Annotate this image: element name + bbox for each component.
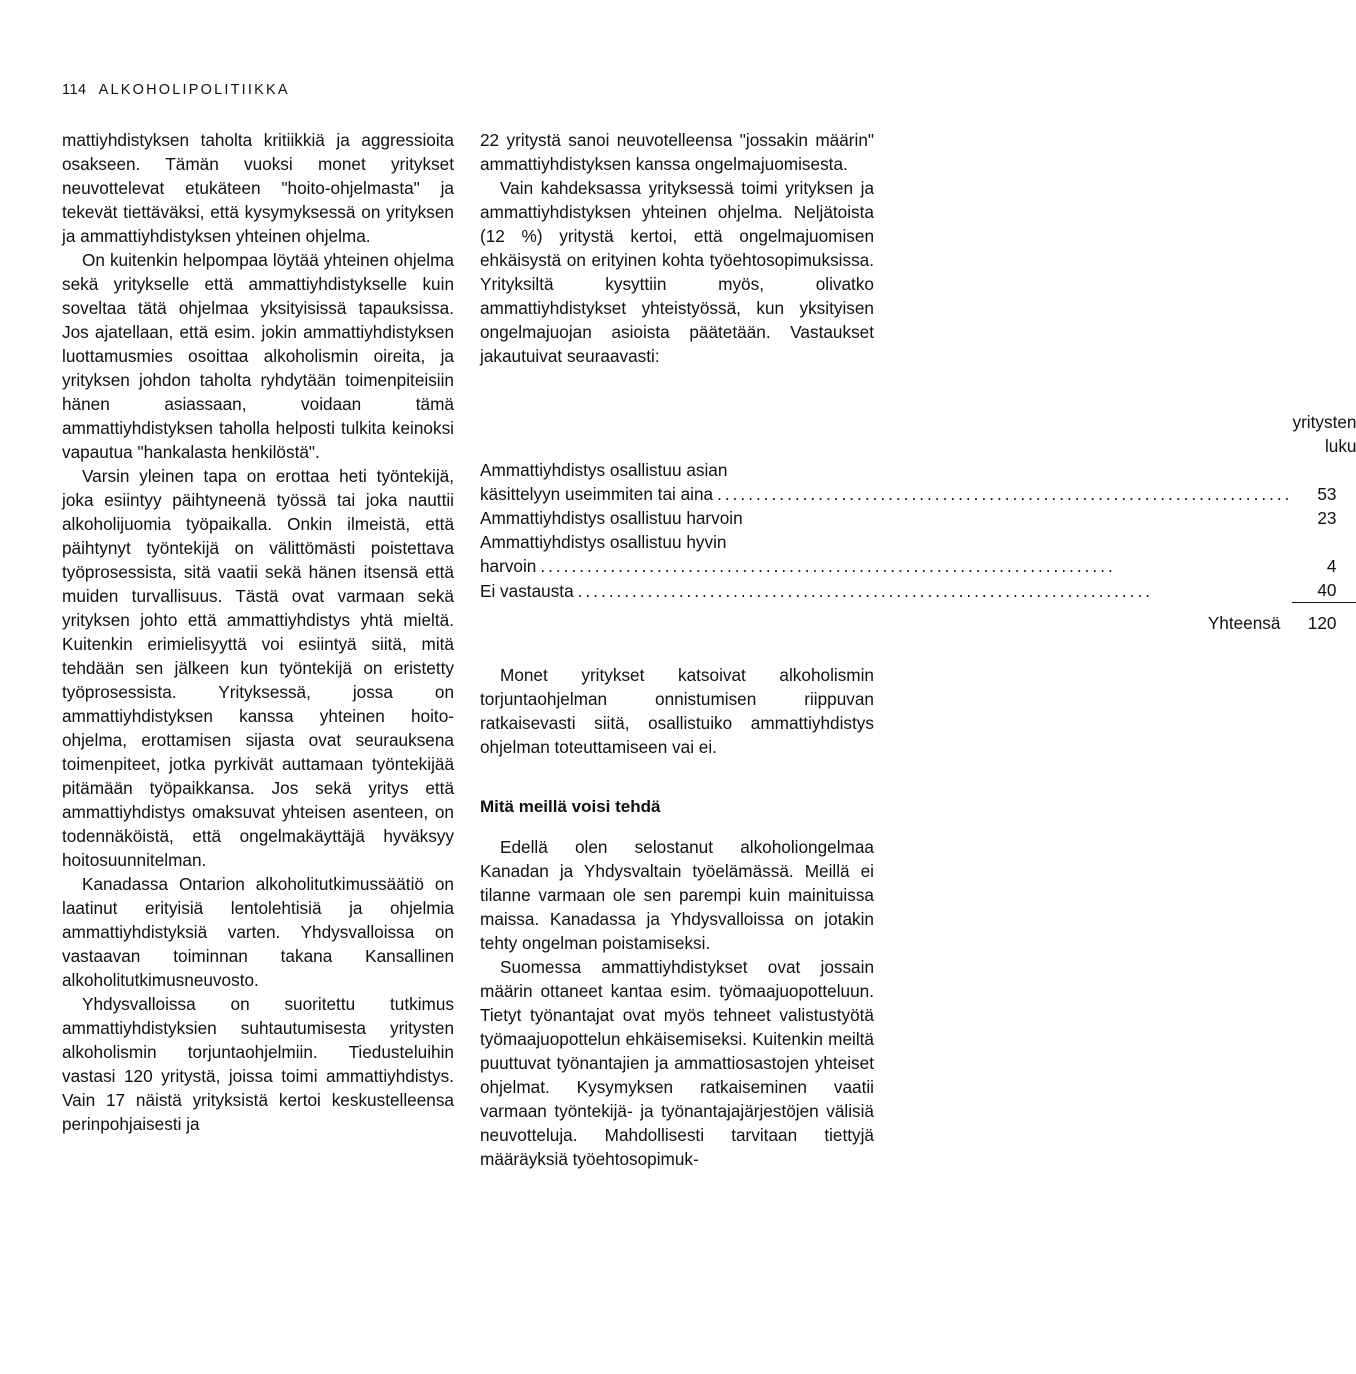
total-label: Yhteensä (1207, 613, 1281, 633)
row-label: Ammattiyhdistys osallistuu harvoin (480, 508, 743, 528)
row-label: Ei vastausta ..... (480, 578, 1292, 603)
table-row (480, 578, 1356, 603)
row-label: Ammattiyhdistys osallistuu asian käsittelyyn useimmiten tai aina ..... (480, 458, 1292, 506)
paragraph: Vain kahdeksassa yrityksessä toimi yrityksen ja ammattiyhdistyksen yhteinen ohjelma. Neljätoista (12 %) yritystä kertoi, että ongelmajuomisen ehkäisystä on erityinen kohta työehtosopimuksissa. Yrityksiltä kysyttiin myös, olivatko ammattiyhdistykset yhteistyössä, kun yksityisen ongelmajuojan asioista päätetään. Vastaukset jakautuivat seuraavasti: (480, 178, 874, 366)
column-header: yritysten luku (1292, 412, 1356, 456)
paragraph: On kuitenkin helpompaa löytää yhteinen ohjelma sekä yritykselle että ammattiyhdistykselle kuin soveltaa tätä ohjelmaa yksityisissä tapauksissa. Jos ajatellaan, että esim. jokin ammattiyhdistyksen luottamusmies osoittaa alkoholismin oireita, ja yrityksen johdon taholta ryhdytään toimenpiteisiin hänen asiassaan, voidaan tämä ammattiyhdistyksen taholla helposti tulkita keinoksi vapautua "hankalasta henkilöstä". (62, 250, 454, 462)
paragraph: Suomessa ammattiyhdistykset ovat jossain määrin ottaneet kantaa esim. työmaajuopotteluun. Tietyt työnantajat ovat myös tehneet valistustyötä työmaajuopottelun ehkäisemiseksi. Kuitenkin meiltä puuttuvat työnantajien ja ammattiosastojen yhteiset ohjelmat. Kysymyksen ratkaiseminen vaatii varmaan työntekijä- ja työnantajajärjestöjen välisiä neuvotteluja. Mahdollisesti tarvitaan tiettyjä määräyksiä työehtosopimuk- (480, 957, 874, 1169)
table-row (480, 530, 1356, 578)
paragraph: Kanadassa Ontarion alkoholitutkimussäätiö on laatinut erityisiä lentolehtisiä ja ohjelmia ammattiyhdistyksiä varten. Yhdysvalloissa on vastaavan toiminnan takana Kansallinen alkoholitutkimusneuvosto. (62, 874, 454, 990)
row-value: 4 (1326, 556, 1337, 576)
table-header-row (480, 410, 1356, 458)
left-column (62, 128, 454, 1136)
page-number: 114 (62, 82, 87, 98)
paragraph: 22 yritystä sanoi neuvotelleensa "jossakin määrin" ammattiyhdistyksen kanssa ongelmajuomisesta. (480, 130, 874, 174)
paragraph: Yhdysvalloissa on suoritettu tutkimus ammattiyhdistyksien suhtautumisesta yritysten alkoholismin torjuntaohjelmiin. Tiedusteluihin vastasi 120 yritystä, joissa toimi ammattiyhdistys. Vain 17 näistä yrityksistä kertoi keskustelleensa perinpohjaisesti ja (62, 994, 454, 1134)
row-value: 40 (1317, 580, 1337, 600)
running-title: ALKOHOLIPOLITIIKKA (98, 82, 290, 98)
survey-results-table (480, 410, 1356, 635)
row-label: Ammattiyhdistys osallistuu hyvin harvoin ..... (480, 530, 1292, 578)
table-row (480, 506, 1356, 530)
paragraph: Varsin yleinen tapa on erottaa heti työntekijä, joka esiintyy päihtyneenä työssä tai joka nauttii alkoholijuomia työpaikalla. Onkin ilmeistä, että päihtynyt työntekijä on välittömästi poistettava työprosessista, sitä vaatii sekä hänen itsensä että muiden turvallisuus. Tästä ovat varmaan sekä yrityksen johto että ammattiyhdistys yhtä mieltä. Kuitenkin erimielisyyttä voi esiintyä siitä, mitä tehdään sen jälkeen kun työntekijä on eristetty työprosessista. Yrityksessä, jossa on ammattiyhdistyksen kanssa yhteinen hoito-ohjelma, erottamisen sijasta ovat seurauksena toimenpiteet, jotka pyrkivät auttamaan työntekijää pitämään työpaikkansa. Jos sekä yritys että ammattiyhdistys omaksuvat yhteisen asenteen, on todennäköistä, että ongelmakäyttäjä hyväksyy hoitosuunnitelman. (62, 466, 454, 870)
table-total-row (480, 603, 1356, 636)
right-column (480, 128, 1356, 1171)
section-heading: Mitä meillä voisi tehdä (480, 797, 661, 816)
paragraph: Monet yritykset katsoivat alkoholismin torjuntaohjelman onnistumisen riippuvan ratkaisevasti siitä, osallistuiko ammattiyhdistys ohjelman toteuttamiseen vai ei. (480, 665, 874, 757)
running-header (62, 82, 290, 98)
paragraph: mattiyhdistyksen taholta kritiikkiä ja aggressioita osakseen. Tämän vuoksi monet yritykset neuvottelevat etukäteen "hoito-ohjelmasta" ja tekevät tiettäväksi, että kysymyksessä on yrityksen ja ammattiyhdistyksen yhteinen ohjelma. (62, 130, 454, 246)
row-value: 23 (1317, 508, 1337, 528)
paragraph: Edellä olen selostanut alkoholiongelmaa Kanadan ja Yhdysvaltain työelämässä. Meillä ei tilanne varmaan ole sen parempi kuin mainituissa maissa. Kanadassa ja Yhdysvalloissa on jotakin tehty ongelman poistamiseksi. (480, 837, 874, 953)
table-row (480, 458, 1356, 506)
total-value: 120 (1292, 603, 1356, 636)
row-value: 53 (1317, 484, 1337, 504)
